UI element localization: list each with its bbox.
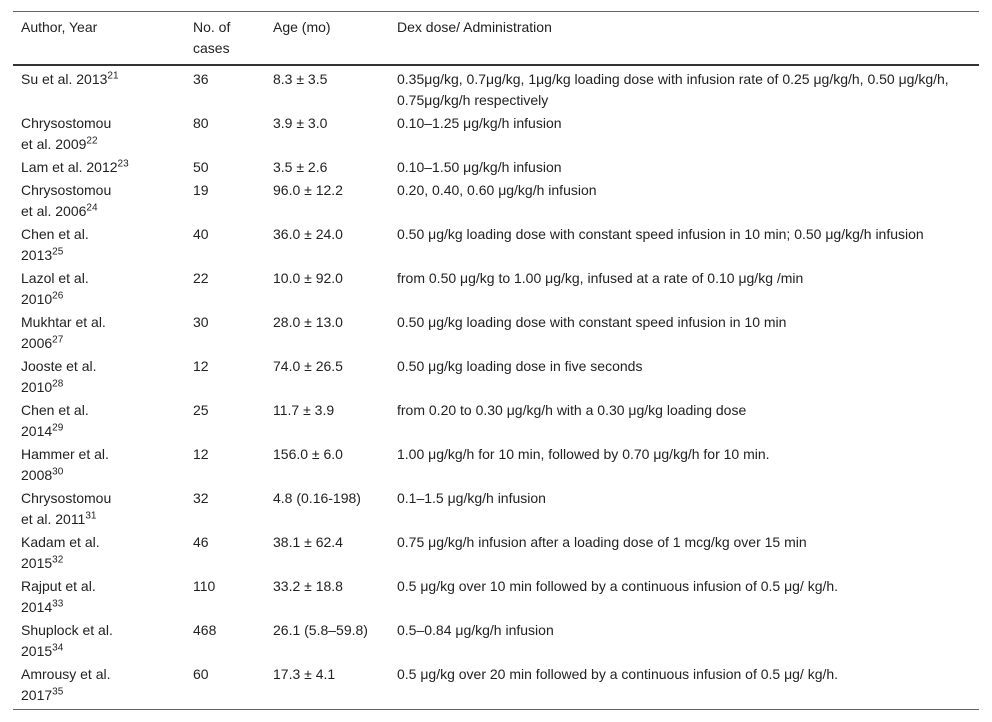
cell-author-year: [13, 112, 185, 156]
author-text: Chrysostomou: [21, 182, 112, 198]
cell-dex-dose: 0.5 μg/kg over 20 min followed by a continuous infusion of 0.5 μg/ kg/h.: [389, 663, 979, 710]
cell-age: 4.8 (0.16-198): [273, 490, 361, 506]
cell-author-year: [13, 443, 185, 487]
cell-age: 26.1 (5.8–59.8): [273, 622, 368, 638]
author-year-text: 2010: [21, 291, 53, 307]
reference-number: 28: [52, 378, 64, 390]
cell-author-year: [13, 179, 185, 223]
author-text: Chrysostomou: [21, 490, 112, 506]
cell-author-year: [13, 663, 185, 710]
reference-number: 21: [107, 70, 119, 82]
cell-age: 3.9 ± 3.0: [273, 115, 328, 131]
header-age: Age (mo): [265, 12, 389, 66]
table-row: [13, 311, 979, 355]
cell-no-of-cases: 36: [193, 71, 209, 87]
cell-author-year: [13, 156, 185, 179]
cell-age: 74.0 ± 26.5: [273, 358, 343, 374]
cell-dex-dose: 0.50 μg/kg loading dose with constant speed infusion in 10 min; 0.50 μg/kg/h infusion: [397, 226, 924, 242]
table-row: [13, 65, 979, 112]
table-row: [13, 179, 979, 223]
reference-number: 25: [52, 246, 64, 258]
author-text: Shuplock et al.: [21, 622, 113, 638]
cell-age: 3.5 ± 2.6: [273, 159, 328, 175]
cell-age: 11.7 ± 3.9: [273, 402, 335, 418]
cell-dex-dose: 0.5–0.84 μg/kg/h infusion: [397, 622, 554, 638]
cell-no-of-cases: 60: [185, 663, 265, 710]
reference-number: 30: [52, 466, 64, 478]
reference-number: 26: [52, 290, 64, 302]
author-text: Amrousy et al.: [21, 666, 111, 682]
cell-no-of-cases: 50: [193, 159, 209, 175]
cell-author-year: [13, 575, 185, 619]
author-year-text: 2010: [21, 379, 53, 395]
author-year-text: et al. 2006: [21, 203, 87, 219]
header-author-year: Author, Year: [13, 12, 185, 66]
author-text: Su et al. 2013: [21, 71, 108, 87]
author-text: Hammer et al.: [21, 446, 109, 462]
cell-no-of-cases: 32: [193, 490, 209, 506]
author-year-text: 2008: [21, 467, 53, 483]
table-row: [13, 267, 979, 311]
cell-no-of-cases: 22: [193, 270, 209, 286]
cell-dex-dose: 0.20, 0.40, 0.60 μg/kg/h infusion: [397, 182, 597, 198]
cell-dex-dose: 0.5 μg/kg over 10 min followed by a continuous infusion of 0.5 μg/ kg/h.: [397, 578, 839, 594]
table-header: [13, 12, 979, 66]
cell-no-of-cases: 30: [193, 314, 209, 330]
author-year-text: 2015: [21, 555, 53, 571]
cell-no-of-cases: 40: [193, 226, 209, 242]
cell-author-year: [13, 65, 185, 112]
author-text: Chrysostomou: [21, 115, 112, 131]
table-row: [13, 487, 979, 531]
table-body: [13, 65, 979, 710]
cell-author-year: [13, 619, 185, 663]
author-text: Lam et al. 2012: [21, 159, 118, 175]
author-year-text: et al. 2009: [21, 136, 87, 152]
author-year-text: 2014: [21, 599, 53, 615]
cell-age: 38.1 ± 62.4: [273, 534, 343, 550]
reference-number: 29: [52, 422, 64, 434]
author-year-text: 2014: [21, 423, 53, 439]
cell-age: 17.3 ± 4.1: [265, 663, 389, 710]
cell-dex-dose: 0.1–1.5 μg/kg/h infusion: [397, 490, 546, 506]
reference-number: 27: [52, 334, 64, 346]
table-row: [13, 399, 979, 443]
cell-age: 156.0 ± 6.0: [273, 446, 343, 462]
cell-age: 8.3 ± 3.5: [273, 71, 328, 87]
cell-author-year: [13, 399, 185, 443]
header-row: [13, 12, 979, 66]
cell-age: 33.2 ± 18.8: [273, 578, 343, 594]
table-row: [13, 223, 979, 267]
author-year-text: 2015: [21, 643, 53, 659]
cell-no-of-cases: 468: [193, 622, 217, 638]
table-row: [13, 531, 979, 575]
cell-dex-dose: 0.50 μg/kg loading dose with constant speed infusion in 10 min: [397, 314, 787, 330]
cell-no-of-cases: 19: [193, 182, 209, 198]
cell-author-year: [13, 223, 185, 267]
cell-author-year: [13, 355, 185, 399]
cell-dex-dose: from 0.20 to 0.30 μg/kg/h with a 0.30 μg/kg loading dose: [397, 402, 747, 418]
author-text: Rajput et al.: [21, 578, 96, 594]
cell-dex-dose: 0.35μg/kg, 0.7μg/kg, 1μg/kg loading dose with infusion rate of 0.25 μg/kg/h, 0.50 μg/kg/h, 0.75μg/kg/h respectively: [397, 71, 949, 108]
author-text: Jooste et al.: [21, 358, 97, 374]
table-row: [13, 619, 979, 663]
cell-age: 96.0 ± 12.2: [273, 182, 343, 198]
cell-no-of-cases: 12: [193, 446, 209, 462]
cell-dex-dose: 0.10–1.50 μg/kg/h infusion: [397, 159, 562, 175]
cell-no-of-cases: 110: [193, 578, 216, 594]
table-row: [13, 575, 979, 619]
cell-dex-dose: from 0.50 μg/kg to 1.00 μg/kg, infused at a rate of 0.10 μg/kg /min: [397, 270, 804, 286]
reference-number: 35: [52, 686, 64, 698]
cell-age: 36.0 ± 24.0: [273, 226, 343, 242]
header-dex-dose: Dex dose/ Administration: [389, 12, 979, 66]
reference-number: 24: [86, 202, 98, 214]
author-year-text: 2006: [21, 335, 53, 351]
author-text: Lazol et al.: [21, 270, 89, 286]
table-row: [13, 112, 979, 156]
author-year-text: 2017: [21, 687, 53, 703]
header-no-of-cases: No. of cases: [185, 12, 265, 66]
cell-author-year: [13, 267, 185, 311]
cell-age: 28.0 ± 13.0: [273, 314, 343, 330]
cell-no-of-cases: 12: [193, 358, 209, 374]
reference-number: 33: [52, 598, 64, 610]
author-text: Mukhtar et al.: [21, 314, 106, 330]
reference-number: 34: [52, 642, 64, 654]
author-text: Kadam et al.: [21, 534, 100, 550]
cell-dex-dose: 0.50 μg/kg loading dose in five seconds: [397, 358, 643, 374]
author-year-text: 2013: [21, 247, 53, 263]
author-text: Chen et al.: [21, 402, 89, 418]
cell-dex-dose: 0.10–1.25 μg/kg/h infusion: [397, 115, 562, 131]
cell-dex-dose: 0.75 μg/kg/h infusion after a loading dose of 1 mcg/kg over 15 min: [397, 534, 807, 550]
cell-author-year: [13, 531, 185, 575]
cell-no-of-cases: 25: [193, 402, 209, 418]
table-row: [13, 663, 979, 710]
author-text: Chen et al.: [21, 226, 89, 242]
cell-no-of-cases: 80: [193, 115, 209, 131]
table-row: [13, 443, 979, 487]
table-row: [13, 156, 979, 179]
reference-number: 22: [86, 135, 98, 147]
cell-dex-dose: 1.00 μg/kg/h for 10 min, followed by 0.70 μg/kg/h for 10 min.: [397, 446, 770, 462]
cell-author-year: [13, 487, 185, 531]
table-row: [13, 355, 979, 399]
cell-age: 10.0 ± 92.0: [273, 270, 343, 286]
reference-number: 31: [85, 510, 97, 522]
author-year-text: et al. 2011: [21, 511, 86, 527]
studies-table: [13, 11, 979, 710]
cell-no-of-cases: 46: [193, 534, 209, 550]
cell-author-year: [13, 311, 185, 355]
reference-number: 32: [52, 554, 64, 566]
reference-number: 23: [117, 158, 129, 170]
